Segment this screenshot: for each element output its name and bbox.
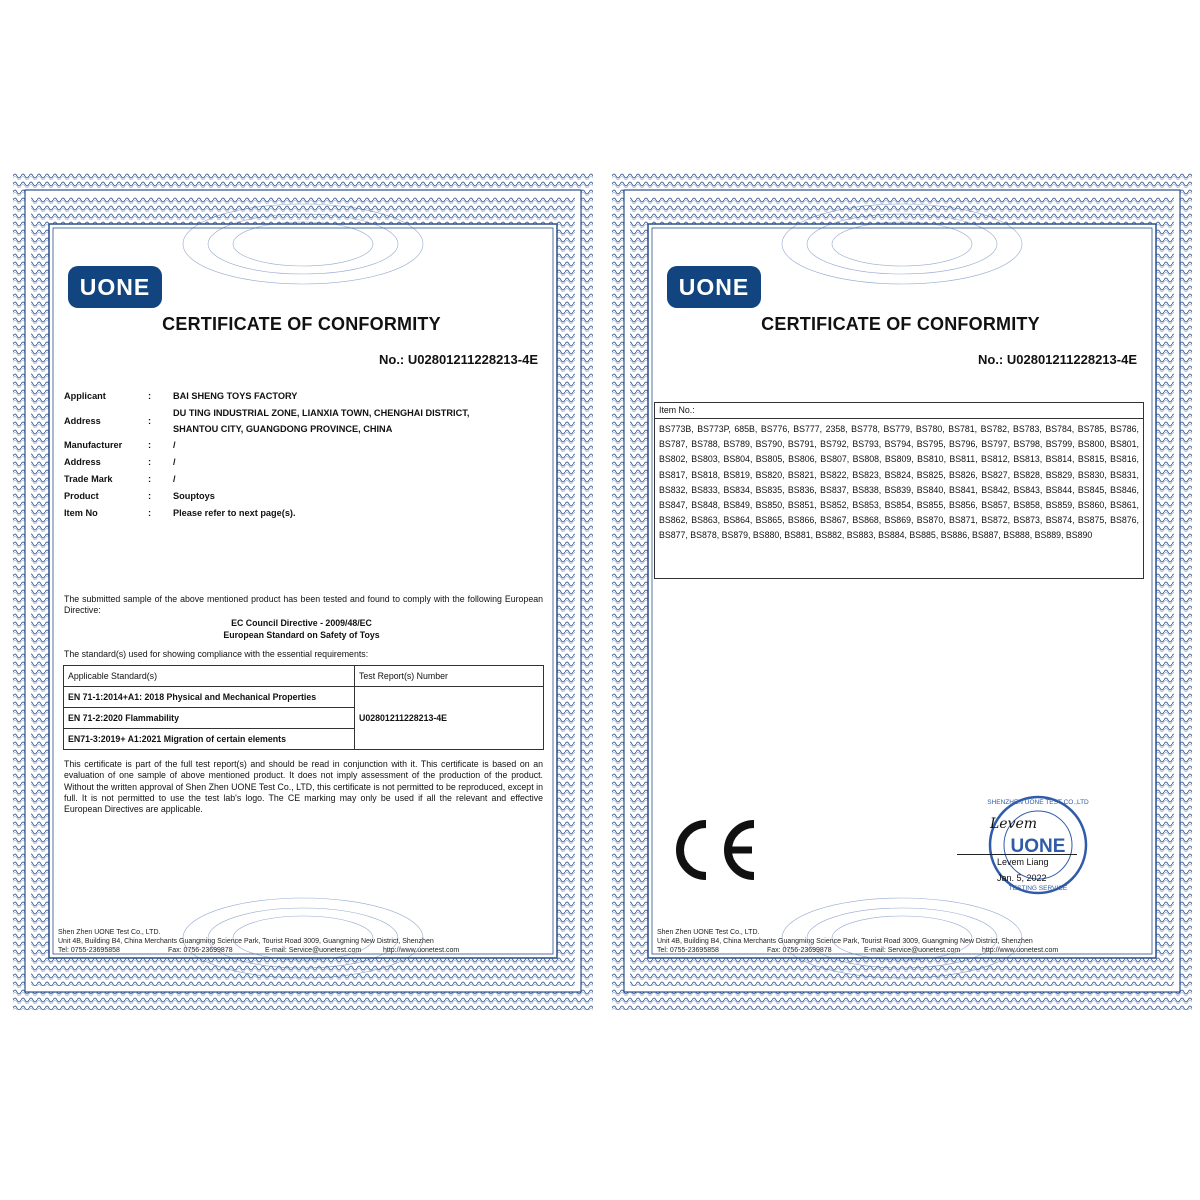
colon: : [148, 491, 152, 501]
ce-mark-icon [666, 818, 762, 882]
standard-row: EN 71-2:2020 Flammability [64, 708, 355, 729]
trademark-label: Trade Mark [64, 474, 113, 484]
page-title: CERTIFICATE OF CONFORMITY [162, 314, 441, 334]
certificate-number: No.: U02801211228213-4E [977, 352, 1137, 367]
standards-intro: The standard(s) used for showing compliance with the essential requirements: [64, 649, 369, 659]
footer-address: Unit 4B, Building B4, China Merchants Guangming Science Park, Tourist Road 3009, Guangming New District, Shenzhen [657, 938, 1033, 945]
standard-row: EN71-3:2019+ A1:2021 Migration of certain elements [64, 729, 355, 750]
disclaimer: This certificate is part of the full test report(s) and should be read in conjunction with it. This certificate is based on an evaluation of one sample of above mentioned product. It does not imply assessment of the production of the product. Without the written approval of Shen Zhen UONE Test Co., LTD, this certificate is not permitted to be reproduced, except in full. It is not permitted to use the test lab's logo. The CE marking may only be used if all the relevant and effective European Directives are applicable. [64, 759, 543, 815]
applicant-info [64, 388, 544, 522]
footer-email: E-mail: Service@uonetest.com [265, 947, 362, 954]
uone-logo: UONE [667, 266, 761, 308]
tested-statement: The submitted sample of the above mentioned product has been tested and found to comply with the following European Directive: [64, 594, 543, 616]
report-number: U02801211228213-4E [355, 687, 544, 750]
page-title: CERTIFICATE OF CONFORMITY [761, 314, 1040, 334]
signature: Levem [990, 816, 1038, 832]
address-value [173, 405, 544, 437]
product-label: Product [64, 491, 99, 501]
certificate-number: No.: U02801211228213-4E [378, 352, 538, 367]
product-value: Souptoys [173, 491, 215, 501]
standards-header: Applicable Standard(s) [64, 666, 355, 687]
footer-address: Unit 4B, Building B4, China Merchants Guangming Science Park, Tourist Road 3009, Guangming New District, Shenzhen [58, 938, 434, 945]
manufacturer-label: Manufacturer [64, 440, 123, 450]
standards-table [63, 665, 544, 750]
footer [657, 928, 1137, 954]
colon: : [148, 391, 152, 401]
certificate-page-2 [612, 172, 1192, 1010]
directive-line-2: European Standard on Safety of Toys [223, 630, 380, 640]
itemno-label: Item No [64, 508, 98, 518]
signature-line [957, 854, 1077, 855]
applicant-value: BAI SHENG TOYS FACTORY [173, 391, 298, 401]
item-list: BS773B, BS773P, 685B, BS776, BS777, 2358, BS778, BS779, BS780, BS781, BS782, BS783, BS784, BS785, BS786, BS787, BS788, BS789, BS790, BS791, BS792, BS793, BS794, BS795, BS796, BS797, BS798, BS799, BS800, BS801, BS802, BS803, BS804, BS805, BS806, BS807, BS808, BS809, BS810, BS811, BS812, BS813, BS814, BS815, BS816, BS817, BS818, BS819, BS820, BS821, BS822, BS823, BS824, BS825, BS826, BS827, BS828, BS829, BS830, BS831, BS832, BS833, BS834, BS835, BS836, BS837, BS838, BS839, BS840, BS841, BS842, BS843, BS844, BS845, BS846, BS847, BS848, BS849, BS850, BS851, BS852, BS853, BS854, BS855, BS856, BS857, BS858, BS859, BS860, BS861, BS862, BS863, BS864, BS865, BS866, BS867, BS868, BS869, BS870, BS871, BS872, BS873, BS874, BS875, BS876, BS877, BS878, BS879, BS880, BS881, BS882, BS883, BS884, BS885, BS886, BS887, BS888, BS889, BS890 [659, 424, 1139, 541]
footer-company: Shen Zhen UONE Test Co., LTD. [657, 929, 760, 936]
colon: : [148, 474, 152, 484]
itemno-value: Please refer to next page(s). [173, 508, 296, 518]
colon: : [148, 508, 152, 518]
standard-row: EN 71-1:2014+A1: 2018 Physical and Mechanical Properties [64, 687, 355, 708]
footer [58, 928, 538, 954]
directive-line-1: EC Council Directive - 2009/48/EC [231, 618, 372, 628]
colon: : [148, 457, 152, 467]
stamp-center: UONE [1010, 836, 1066, 857]
item-list-header: Item No.: [655, 403, 1143, 419]
manufacturer-value: / [173, 440, 176, 450]
address2-label: Address [64, 457, 101, 467]
footer-tel: Tel: 0755-23695858 [58, 947, 120, 954]
certificate-page-1 [13, 172, 593, 1010]
stamp-top-text: SHENZHEN UONE TEST CO.,LTD [987, 799, 1089, 806]
sign-date: Jan. 5, 2022 [997, 873, 1047, 883]
footer-company: Shen Zhen UONE Test Co., LTD. [58, 929, 161, 936]
footer-email: E-mail: Service@uonetest.com [864, 947, 961, 954]
address-line-2: SHANTOU CITY, GUANGDONG PROVINCE, CHINA [173, 423, 393, 434]
footer-fax: Fax: 0756-23699878 [168, 947, 233, 954]
colon: : [148, 440, 152, 450]
footer-fax: Fax: 0756-23699878 [767, 947, 832, 954]
certificate-body [53, 228, 550, 954]
signer-name: Levem Liang [997, 857, 1049, 867]
footer-tel: Tel: 0755-23695858 [657, 947, 719, 954]
certificate-body [652, 228, 1149, 954]
uone-logo: UONE [68, 266, 162, 308]
stamp-bottom-text: TESTING SERVICE [1008, 885, 1068, 892]
report-header: Test Report(s) Number [355, 666, 544, 687]
address2-value: / [173, 457, 176, 467]
address-label: Address [64, 416, 101, 426]
address-line-1: DU TING INDUSTRIAL ZONE, LIANXIA TOWN, CHENGHAI DISTRICT, [173, 408, 470, 418]
footer-web: http://www.uonetest.com [982, 947, 1059, 954]
colon: : [148, 416, 152, 426]
footer-web: http://www.uonetest.com [383, 947, 460, 954]
item-list-box [654, 402, 1144, 579]
applicant-label: Applicant [64, 391, 106, 401]
trademark-value: / [173, 474, 176, 484]
